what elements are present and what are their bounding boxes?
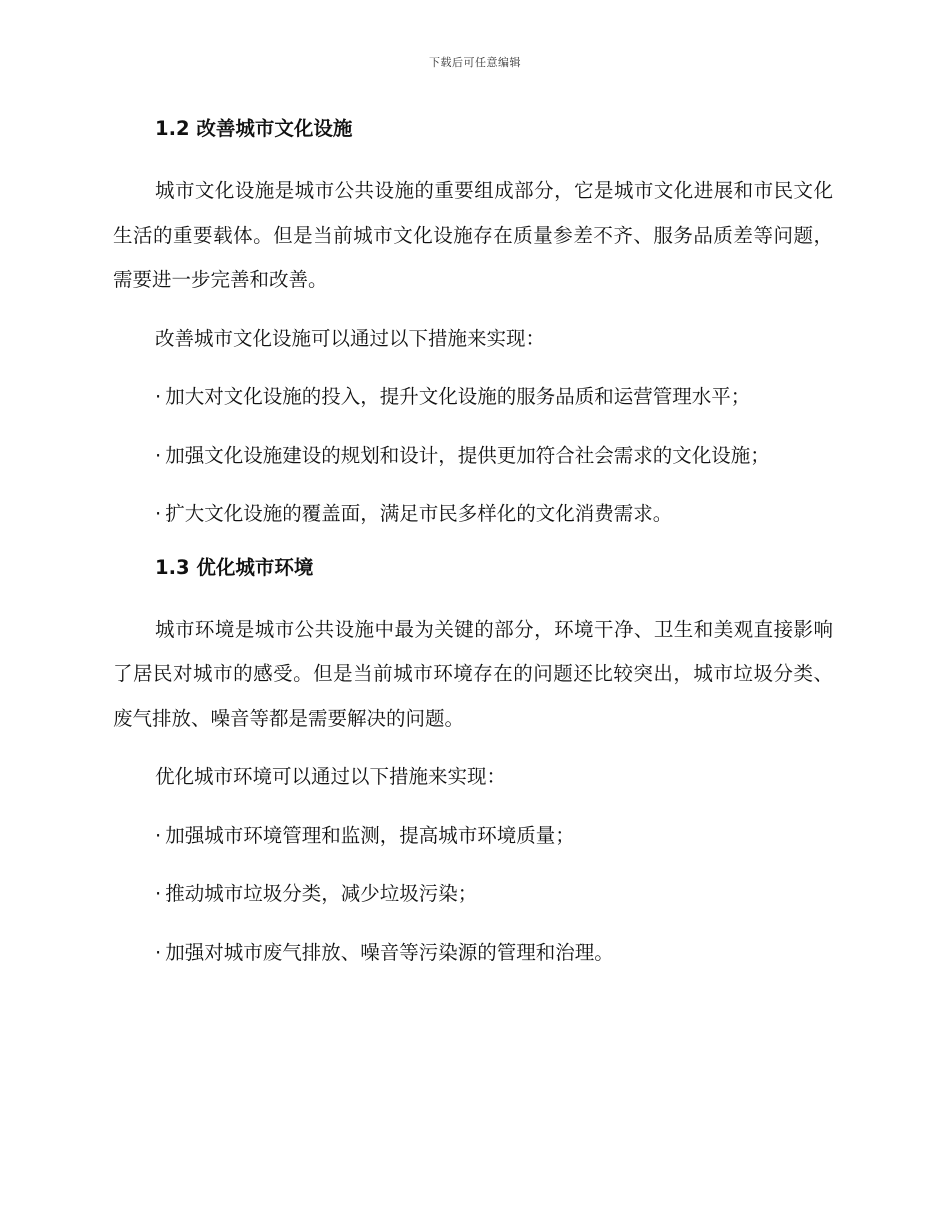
page-header: 下载后可任意编辑 [429, 56, 521, 69]
measures-lead: 改善城市文化设施可以通过以下措施来实现： [155, 326, 546, 350]
bullet-text: 加强对城市废气排放、噪音等污染源的管理和治理。 [165, 940, 614, 964]
bullet-item [113, 434, 833, 479]
bullet-text: 推动城市垃圾分类，减少垃圾污染； [165, 882, 478, 905]
bullet-dot: · [155, 882, 162, 905]
bullet-item [113, 814, 833, 859]
section-culture-facilities [113, 112, 833, 537]
bullet-item [113, 375, 833, 420]
document-body [113, 112, 833, 989]
bullet-dot: · [155, 823, 162, 847]
section-intro-paragraph: 城市环境是城市公共设施中最为关键的部分，环境干净、卫生和美观直接影响了居民对城市的感受。但是当前城市环境存在的问题还比较突出，城市垃圾分类、废气排放、噪音等都是需要解决的问题。 [113, 617, 833, 730]
measures-lead: 优化城市环境可以通过以下措施来实现： [155, 765, 507, 788]
section-heading: 1.3 优化城市环境 [155, 555, 314, 579]
bullet-text: 加强文化设施建设的规划和设计，提供更加符合社会需求的文化设施； [165, 443, 770, 467]
bullet-dot: · [155, 502, 162, 525]
bullet-item [113, 872, 833, 917]
bullet-text: 加大对文化设施的投入，提升文化设施的服务品质和运营管理水平； [165, 385, 751, 408]
section-urban-environment [113, 551, 833, 976]
bullet-dot: · [155, 385, 162, 408]
bullet-dot: · [155, 443, 162, 467]
bullet-text: 扩大文化设施的覆盖面，满足市民多样化的文化消费需求。 [165, 502, 673, 525]
bullet-text: 加强城市环境管理和监测，提高城市环境质量； [165, 823, 575, 847]
bullet-dot: · [155, 940, 162, 964]
section-intro-paragraph: 城市文化设施是城市公共设施的重要组成部分，它是城市文化进展和市民文化生活的重要载体。但是当前城市文化设施存在质量参差不齐、服务品质差等问题，需要进一步完善和改善。 [113, 179, 833, 291]
bullet-item [113, 492, 833, 537]
bullet-item [113, 931, 833, 976]
section-heading: 1.2 改善城市文化设施 [155, 117, 353, 140]
